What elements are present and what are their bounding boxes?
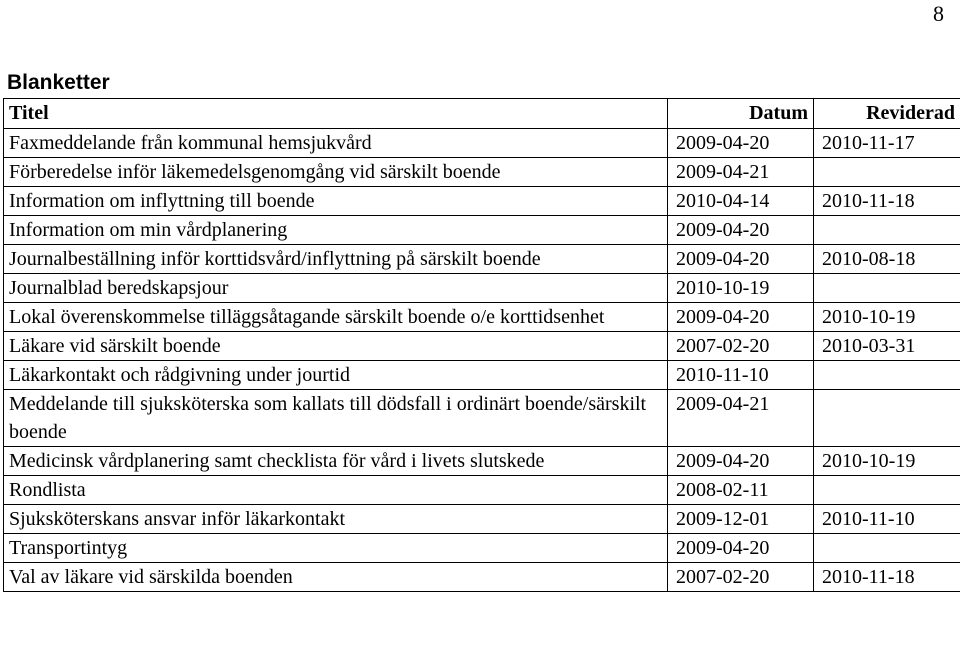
row-revised: 2010-11-17: [814, 129, 960, 158]
row-title: Förberedelse inför läkemedelsgenomgång vid särskilt boende: [4, 158, 668, 187]
row-date: 2009-04-20: [668, 245, 814, 274]
table-row: [4, 158, 960, 187]
table-row: [4, 563, 960, 592]
header-date: Datum: [668, 99, 814, 129]
row-title: Transportintyg: [4, 534, 668, 563]
row-title: Rondlista: [4, 476, 668, 505]
row-revised: 2010-11-18: [814, 187, 960, 216]
header-revised: Reviderad: [814, 99, 960, 129]
row-title: Läkarkontakt och rådgivning under jourtid: [4, 361, 668, 390]
row-title: Journalbeställning inför korttidsvård/inflyttning på särskilt boende: [4, 245, 668, 274]
row-title: Sjuksköterskans ansvar inför läkarkontakt: [4, 505, 668, 534]
page-number: 8: [933, 1, 944, 26]
table-row: [4, 390, 960, 447]
table-row: [4, 187, 960, 216]
row-title: Lokal överenskommelse tilläggsåtagande särskilt boende o/e korttidsenhet: [4, 303, 668, 332]
table-row: [4, 245, 960, 274]
row-date: 2009-04-21: [668, 158, 814, 187]
row-date: 2007-02-20: [668, 332, 814, 361]
table-row: [4, 303, 960, 332]
row-revised: [814, 476, 960, 505]
row-date: 2010-04-14: [668, 187, 814, 216]
row-revised: 2010-11-18: [814, 563, 960, 592]
table-row: [4, 129, 960, 158]
row-revised: [814, 361, 960, 390]
row-title: Information om inflyttning till boende: [4, 187, 668, 216]
header-title: Titel: [4, 99, 668, 129]
table-row: [4, 274, 960, 303]
row-revised: [814, 390, 960, 447]
row-date: 2007-02-20: [668, 563, 814, 592]
row-revised: 2010-11-10: [814, 505, 960, 534]
forms-table: [3, 98, 960, 592]
row-date: 2009-04-20: [668, 303, 814, 332]
row-revised: 2010-10-19: [814, 303, 960, 332]
row-title: Läkare vid särskilt boende: [4, 332, 668, 361]
row-title: Faxmeddelande från kommunal hemsjukvård: [4, 129, 668, 158]
section-heading: Blanketter: [7, 71, 110, 94]
row-title: Medicinsk vårdplanering samt checklista för vård i livets slutskede: [4, 447, 668, 476]
row-title: Journalblad beredskapsjour: [4, 274, 668, 303]
row-title: Val av läkare vid särskilda boenden: [4, 563, 668, 592]
row-title: Information om min vårdplanering: [4, 216, 668, 245]
row-revised: [814, 534, 960, 563]
row-revised: [814, 158, 960, 187]
row-revised: [814, 274, 960, 303]
table-row: [4, 534, 960, 563]
row-date: 2009-04-20: [668, 129, 814, 158]
table-row: [4, 476, 960, 505]
table-row: [4, 216, 960, 245]
row-date: 2010-11-10: [668, 361, 814, 390]
row-date: 2009-04-21: [668, 390, 814, 447]
table-row: [4, 447, 960, 476]
row-revised: 2010-03-31: [814, 332, 960, 361]
table-header-row: [4, 99, 960, 129]
row-revised: [814, 216, 960, 245]
row-title: Meddelande till sjuksköterska som kallats till dödsfall i ordinärt boende/särskilt boende: [4, 390, 668, 447]
row-date: 2009-04-20: [668, 534, 814, 563]
row-date: 2009-04-20: [668, 447, 814, 476]
row-revised: 2010-10-19: [814, 447, 960, 476]
table-row: [4, 361, 960, 390]
row-revised: 2010-08-18: [814, 245, 960, 274]
row-date: 2009-04-20: [668, 216, 814, 245]
row-date: 2010-10-19: [668, 274, 814, 303]
row-date: 2009-12-01: [668, 505, 814, 534]
table-row: [4, 332, 960, 361]
row-date: 2008-02-11: [668, 476, 814, 505]
table-body: [4, 129, 960, 592]
table-row: [4, 505, 960, 534]
